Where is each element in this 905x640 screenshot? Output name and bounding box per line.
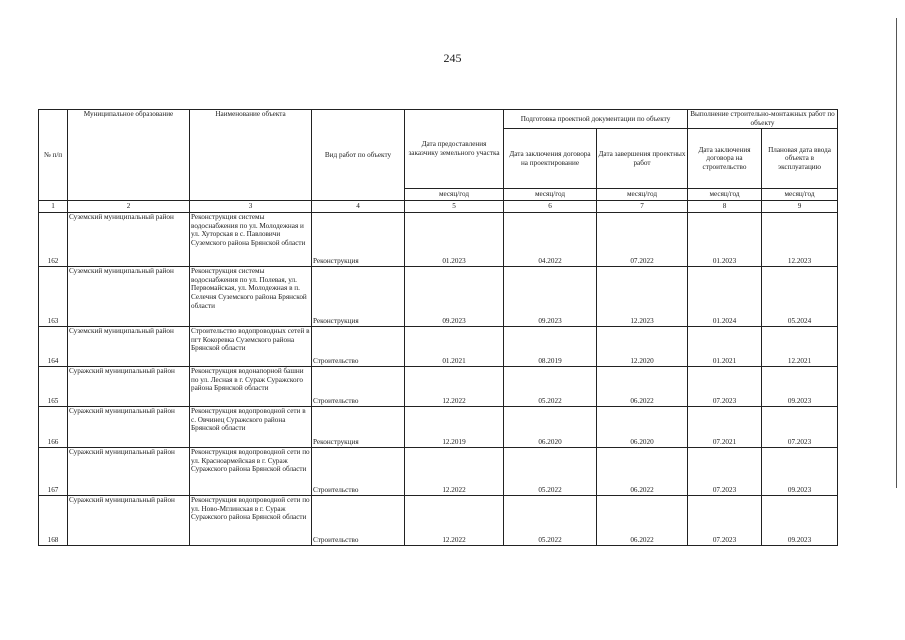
work-type-cell: Строительство bbox=[312, 367, 405, 407]
construction-contract-cell: 01.2021 bbox=[688, 327, 762, 367]
design-contract-cell: 05.2022 bbox=[504, 367, 597, 407]
table-row bbox=[39, 448, 838, 496]
column-number: 9 bbox=[762, 201, 838, 213]
header-construction-contract: Дата заключения договора на строительство bbox=[688, 129, 762, 189]
commissioning-cell: 09.2023 bbox=[762, 496, 838, 546]
commissioning-cell: 12.2023 bbox=[762, 213, 838, 267]
design-done-cell: 06.2022 bbox=[597, 367, 688, 407]
design-contract-cell: 05.2022 bbox=[504, 496, 597, 546]
row-number: 166 bbox=[39, 407, 68, 448]
unit-label: месяц/год bbox=[688, 189, 762, 201]
column-number-row bbox=[39, 201, 838, 213]
table-row bbox=[39, 407, 838, 448]
design-done-cell: 12.2023 bbox=[597, 267, 688, 327]
design-contract-cell: 09.2023 bbox=[504, 267, 597, 327]
design-done-cell: 12.2020 bbox=[597, 327, 688, 367]
municipality-cell: Суземский муниципальный район bbox=[68, 213, 190, 267]
design-contract-cell: 04.2022 bbox=[504, 213, 597, 267]
unit-label: месяц/год bbox=[405, 189, 504, 201]
work-type-cell: Строительство bbox=[312, 327, 405, 367]
header-commissioning: Плановая дата ввода объекта в эксплуатацию bbox=[762, 129, 838, 189]
unit-label: месяц/год bbox=[504, 189, 597, 201]
work-type-cell: Реконструкция bbox=[312, 407, 405, 448]
object-name-cell: Реконструкция водонапорной башни по ул. Лесная в г. Сураж Суражского района Брянской области bbox=[190, 367, 312, 407]
column-number: 3 bbox=[190, 201, 312, 213]
work-type-cell: Реконструкция bbox=[312, 213, 405, 267]
margin-line bbox=[896, 18, 897, 488]
design-done-cell: 06.2022 bbox=[597, 448, 688, 496]
header-object-name: Наименование объекта bbox=[190, 110, 312, 201]
header-municipality: Муниципальное образование bbox=[68, 110, 190, 201]
column-number: 6 bbox=[504, 201, 597, 213]
work-type-cell: Строительство bbox=[312, 448, 405, 496]
row-number: 164 bbox=[39, 327, 68, 367]
municipality-cell: Суражский муниципальный район bbox=[68, 367, 190, 407]
municipality-cell: Суражский муниципальный район bbox=[68, 496, 190, 546]
row-number: 163 bbox=[39, 267, 68, 327]
construction-contract-cell: 07.2023 bbox=[688, 496, 762, 546]
land-date-cell: 01.2021 bbox=[405, 327, 504, 367]
header-land-date: Дата предоставления заказчику земельного участка bbox=[405, 110, 504, 189]
row-number: 162 bbox=[39, 213, 68, 267]
object-name-cell: Реконструкция водопроводной сети по ул. Ново-Мглинская в г. Сураж Суражского района Брянской области bbox=[190, 496, 312, 546]
unit-label: месяц/год bbox=[597, 189, 688, 201]
commissioning-cell: 07.2023 bbox=[762, 407, 838, 448]
column-number: 1 bbox=[39, 201, 68, 213]
municipality-cell: Суражский муниципальный район bbox=[68, 448, 190, 496]
municipality-cell: Суземский муниципальный район bbox=[68, 327, 190, 367]
object-name-cell: Реконструкция системы водоснабжения по ул. Полевая, ул. Первомайская, ул. Молодежная в п. Селечня Суземского района Брянской области bbox=[190, 267, 312, 327]
design-done-cell: 06.2022 bbox=[597, 496, 688, 546]
land-date-cell: 09.2023 bbox=[405, 267, 504, 327]
commissioning-cell: 05.2024 bbox=[762, 267, 838, 327]
construction-contract-cell: 07.2023 bbox=[688, 448, 762, 496]
column-number: 8 bbox=[688, 201, 762, 213]
header-work-type: Вид работ по объекту bbox=[312, 110, 405, 201]
header-num: № п/п bbox=[39, 110, 68, 201]
land-date-cell: 12.2019 bbox=[405, 407, 504, 448]
header-group-design: Подготовка проектной документации по объекту bbox=[504, 110, 688, 129]
page-number: 245 bbox=[443, 51, 462, 65]
header-design-done: Дата завершения проектных работ bbox=[597, 129, 688, 189]
design-contract-cell: 08.2019 bbox=[504, 327, 597, 367]
commissioning-cell: 09.2023 bbox=[762, 367, 838, 407]
row-number: 167 bbox=[39, 448, 68, 496]
design-done-cell: 07.2022 bbox=[597, 213, 688, 267]
column-number: 4 bbox=[312, 201, 405, 213]
table-row bbox=[39, 267, 838, 327]
table-row bbox=[39, 213, 838, 267]
land-date-cell: 12.2022 bbox=[405, 367, 504, 407]
table-row bbox=[39, 327, 838, 367]
object-name-cell: Реконструкция водопроводной сети в с. Овчинец Суражского района Брянской области bbox=[190, 407, 312, 448]
construction-contract-cell: 01.2024 bbox=[688, 267, 762, 327]
object-name-cell: Строительство водопроводных сетей в пгт Кокоревка Суземского района Брянской области bbox=[190, 327, 312, 367]
column-number: 5 bbox=[405, 201, 504, 213]
commissioning-cell: 12.2021 bbox=[762, 327, 838, 367]
construction-contract-cell: 07.2023 bbox=[688, 367, 762, 407]
row-number: 168 bbox=[39, 496, 68, 546]
row-number: 165 bbox=[39, 367, 68, 407]
registry-table bbox=[38, 109, 838, 546]
header-design-contract: Дата заключения договора на проектирование bbox=[504, 129, 597, 189]
column-number: 2 bbox=[68, 201, 190, 213]
table-row bbox=[39, 367, 838, 407]
column-number: 7 bbox=[597, 201, 688, 213]
design-done-cell: 06.2020 bbox=[597, 407, 688, 448]
object-name-cell: Реконструкция системы водоснабжения по ул. Молодежная и ул. Хуторская в с. Павловичи Суземского района Брянской области bbox=[190, 213, 312, 267]
design-contract-cell: 06.2020 bbox=[504, 407, 597, 448]
work-type-cell: Строительство bbox=[312, 496, 405, 546]
unit-label: месяц/год bbox=[762, 189, 838, 201]
commissioning-cell: 09.2023 bbox=[762, 448, 838, 496]
header-group-construction: Выполнение строительно-монтажных работ по объекту bbox=[688, 110, 838, 129]
land-date-cell: 12.2022 bbox=[405, 496, 504, 546]
land-date-cell: 01.2023 bbox=[405, 213, 504, 267]
table-row bbox=[39, 496, 838, 546]
land-date-cell: 12.2022 bbox=[405, 448, 504, 496]
construction-contract-cell: 01.2023 bbox=[688, 213, 762, 267]
construction-contract-cell: 07.2021 bbox=[688, 407, 762, 448]
work-type-cell: Реконструкция bbox=[312, 267, 405, 327]
municipality-cell: Суземский муниципальный район bbox=[68, 267, 190, 327]
design-contract-cell: 05.2022 bbox=[504, 448, 597, 496]
municipality-cell: Суражский муниципальный район bbox=[68, 407, 190, 448]
object-name-cell: Реконструкция водопроводной сети по ул. Красноармейская в г. Сураж Суражского района Брянской области bbox=[190, 448, 312, 496]
